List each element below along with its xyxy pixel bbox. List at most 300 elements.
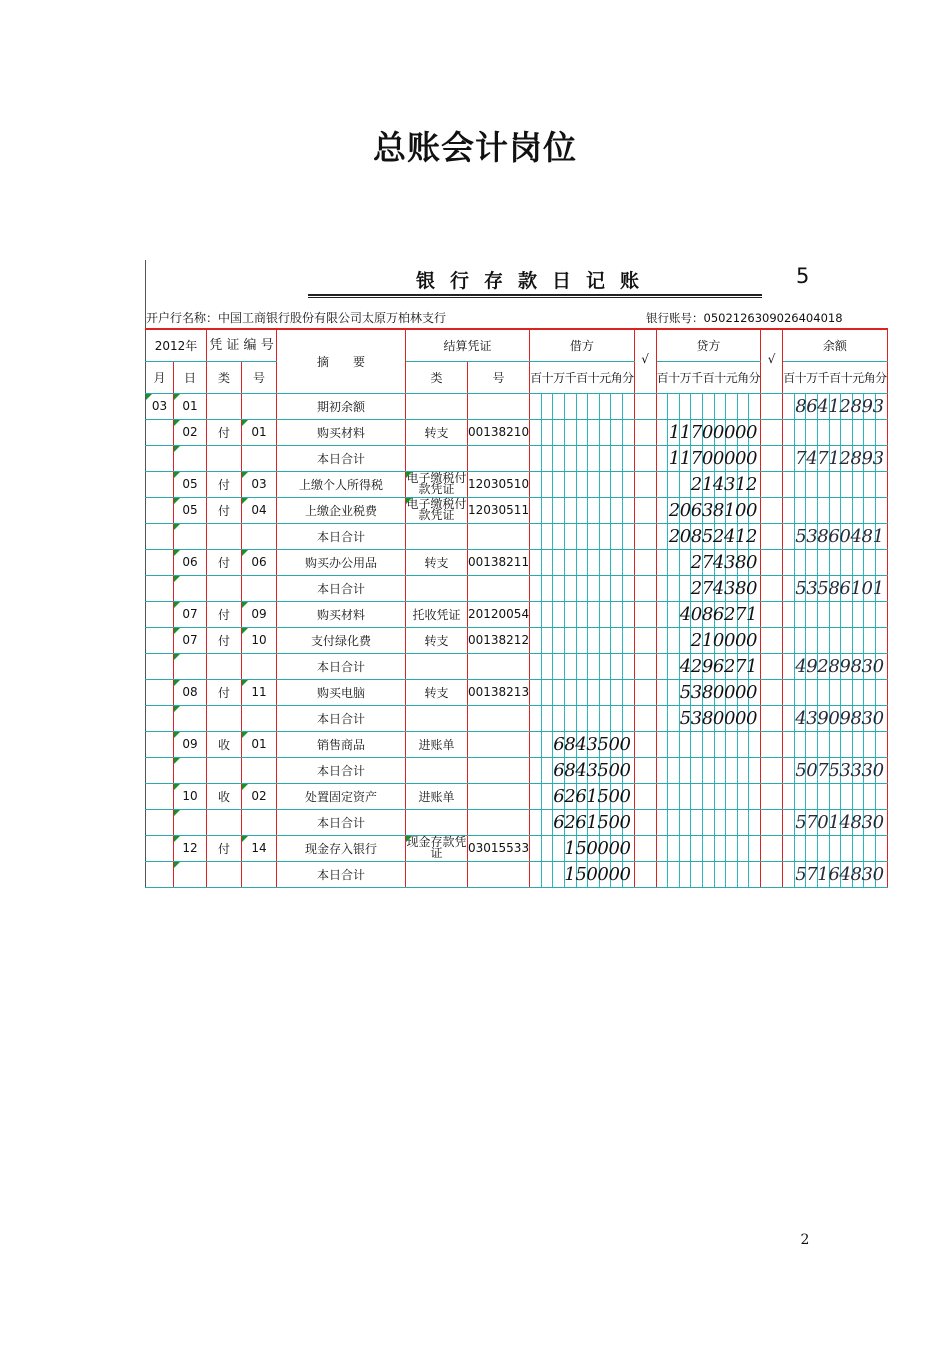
cell-month <box>146 705 174 731</box>
cell-day: 02 <box>174 419 207 445</box>
cell-credit <box>656 497 761 523</box>
cell-balance <box>783 549 888 575</box>
cell-day: 12 <box>174 835 207 861</box>
debit-amount: 6843500 <box>553 759 631 781</box>
cell-debit <box>530 445 635 471</box>
cell-settle-number: 12030511 <box>468 497 530 523</box>
cell-settle-kind: 转支 <box>406 627 468 653</box>
cell-debit-check <box>634 679 656 705</box>
cell-day <box>174 705 207 731</box>
cell-settle-number: 00138212 <box>468 627 530 653</box>
cell-balance <box>783 523 888 549</box>
cell-month <box>146 783 174 809</box>
cell-day <box>174 809 207 835</box>
cell-settle-kind <box>406 757 468 783</box>
cell-voucher-number: 11 <box>242 679 277 705</box>
cell-debit-check <box>634 757 656 783</box>
cell-summary: 本日合计 <box>277 523 406 549</box>
balance-amount: 57164830 <box>795 863 884 885</box>
credit-amount: 274380 <box>690 551 758 573</box>
cell-month <box>146 835 174 861</box>
bank-name: 开户行名称：中国工商银行股份有限公司太原万柏林支行 <box>146 311 447 325</box>
cell-debit <box>530 809 635 835</box>
cell-credit-check <box>761 575 783 601</box>
cell-month <box>146 653 174 679</box>
cell-debit-check <box>634 445 656 471</box>
cell-balance <box>783 575 888 601</box>
cell-settle-kind: 转支 <box>406 419 468 445</box>
debit-amount: 6843500 <box>553 733 631 755</box>
cell-voucher-number: 04 <box>242 497 277 523</box>
cell-balance <box>783 601 888 627</box>
cell-day <box>174 861 207 887</box>
credit-amount: 11700000 <box>668 421 758 443</box>
cell-voucher-number <box>242 809 277 835</box>
cell-summary: 上缴个人所得税 <box>277 471 406 497</box>
cell-voucher-kind <box>207 705 242 731</box>
credit-amount: 210000 <box>690 629 758 651</box>
balance-amount: 50753330 <box>795 759 884 781</box>
cell-credit <box>656 731 761 757</box>
header-year: 2012年 <box>146 329 207 361</box>
cell-day <box>174 757 207 783</box>
cell-credit-check <box>761 549 783 575</box>
cell-month <box>146 601 174 627</box>
cell-month <box>146 471 174 497</box>
cell-debit-check <box>634 419 656 445</box>
header-settle-kind: 类 <box>406 361 468 393</box>
ledger-row <box>146 627 888 653</box>
credit-amount: 214312 <box>690 473 758 495</box>
cell-debit <box>530 653 635 679</box>
cell-month <box>146 523 174 549</box>
cell-day <box>174 653 207 679</box>
cell-settle-number: 00138210 <box>468 419 530 445</box>
cell-month <box>146 679 174 705</box>
cell-debit-check <box>634 861 656 887</box>
cell-settle-number: 12030510 <box>468 471 530 497</box>
ledger-row <box>146 705 888 731</box>
cell-credit-check <box>761 731 783 757</box>
cell-credit <box>656 809 761 835</box>
cell-voucher-kind <box>207 861 242 887</box>
ledger-row <box>146 679 888 705</box>
ledger-row <box>146 445 888 471</box>
credit-amount: 20638100 <box>668 499 758 521</box>
cell-credit <box>656 757 761 783</box>
cell-voucher-number <box>242 705 277 731</box>
cell-balance <box>783 679 888 705</box>
ledger-title: 银行存款日记账 <box>415 270 654 292</box>
cell-debit-check <box>634 549 656 575</box>
credit-amount: 5380000 <box>679 707 758 729</box>
cell-balance <box>783 497 888 523</box>
cell-voucher-kind <box>207 445 242 471</box>
header-settle-number: 号 <box>468 361 530 393</box>
cell-voucher-number <box>242 757 277 783</box>
cell-month <box>146 497 174 523</box>
cell-credit <box>656 549 761 575</box>
cell-debit-check <box>634 809 656 835</box>
cell-voucher-kind <box>207 523 242 549</box>
header-credit-check: √ <box>761 329 783 393</box>
cell-debit-check <box>634 731 656 757</box>
cell-settle-kind <box>406 393 468 419</box>
cell-settle-number <box>468 731 530 757</box>
cell-settle-number <box>468 757 530 783</box>
cell-balance <box>783 809 888 835</box>
ledger-page-number: 5 <box>796 264 810 288</box>
header-settlement-voucher: 结算凭证 <box>406 329 530 361</box>
cell-voucher-kind <box>207 809 242 835</box>
cell-debit <box>530 783 635 809</box>
cell-debit-check <box>634 627 656 653</box>
cell-voucher-number: 01 <box>242 419 277 445</box>
cell-debit-check <box>634 523 656 549</box>
balance-amount: 53586101 <box>795 577 884 599</box>
debit-amount: 150000 <box>564 837 631 859</box>
ledger-row <box>146 575 888 601</box>
cell-credit-check <box>761 653 783 679</box>
page-number: 2 <box>800 1232 810 1248</box>
cell-day: 10 <box>174 783 207 809</box>
cell-settle-number <box>468 653 530 679</box>
cell-voucher-kind: 付 <box>207 835 242 861</box>
cell-credit-check <box>761 445 783 471</box>
cell-voucher-kind <box>207 393 242 419</box>
cell-month <box>146 731 174 757</box>
ledger-row <box>146 497 888 523</box>
cell-debit <box>530 419 635 445</box>
credit-amount: 274380 <box>690 577 758 599</box>
cell-settle-kind: 转支 <box>406 549 468 575</box>
cell-settle-number: 03015533 <box>468 835 530 861</box>
cell-balance <box>783 757 888 783</box>
cell-balance <box>783 731 888 757</box>
cell-balance <box>783 419 888 445</box>
ledger-row <box>146 861 888 887</box>
cell-day: 08 <box>174 679 207 705</box>
ledger-row <box>146 783 888 809</box>
cell-credit-check <box>761 471 783 497</box>
cell-voucher-kind: 付 <box>207 601 242 627</box>
cell-credit-check <box>761 497 783 523</box>
cell-day <box>174 575 207 601</box>
header-voucher: 凭 证 编 号 <box>207 329 277 361</box>
cell-credit <box>656 393 761 419</box>
cell-balance <box>783 471 888 497</box>
cell-balance <box>783 783 888 809</box>
cell-month <box>146 757 174 783</box>
balance-amount: 57014830 <box>795 811 884 833</box>
cell-credit-check <box>761 679 783 705</box>
cell-voucher-number <box>242 445 277 471</box>
cell-settle-number <box>468 809 530 835</box>
credit-amount: 20852412 <box>668 525 758 547</box>
credit-amount: 4086271 <box>679 603 758 625</box>
header-balance: 余额 <box>783 329 888 361</box>
cell-day: 06 <box>174 549 207 575</box>
cell-credit-check <box>761 419 783 445</box>
ledger-row <box>146 549 888 575</box>
cell-voucher-kind <box>207 757 242 783</box>
balance-amount: 43909830 <box>795 707 884 729</box>
cell-voucher-number <box>242 523 277 549</box>
cell-debit <box>530 731 635 757</box>
cell-voucher-number <box>242 861 277 887</box>
cell-settle-kind <box>406 523 468 549</box>
cell-summary: 现金存入银行 <box>277 835 406 861</box>
cell-day: 07 <box>174 627 207 653</box>
cell-credit-check <box>761 861 783 887</box>
balance-amount: 49289830 <box>795 655 884 677</box>
cell-credit <box>656 783 761 809</box>
cell-day: 09 <box>174 731 207 757</box>
cell-debit-check <box>634 601 656 627</box>
cell-voucher-number: 03 <box>242 471 277 497</box>
cell-debit <box>530 523 635 549</box>
cell-summary: 购买材料 <box>277 601 406 627</box>
header-debit-digits: 百十万千百十元角分 <box>530 361 635 393</box>
cell-settle-number: 00138211 <box>468 549 530 575</box>
cell-summary: 本日合计 <box>277 757 406 783</box>
cell-day: 05 <box>174 497 207 523</box>
cell-settle-kind <box>406 445 468 471</box>
cell-settle-number <box>468 575 530 601</box>
cell-debit <box>530 601 635 627</box>
cell-settle-number <box>468 705 530 731</box>
cell-summary: 销售商品 <box>277 731 406 757</box>
cell-debit-check <box>634 575 656 601</box>
ledger-row <box>146 471 888 497</box>
cell-settle-kind <box>406 861 468 887</box>
cell-balance <box>783 653 888 679</box>
cell-debit <box>530 627 635 653</box>
cell-summary: 购买办公用品 <box>277 549 406 575</box>
cell-settle-kind: 电子缴税付款凭证 <box>406 497 467 522</box>
header-balance-digits: 百十万千百十元角分 <box>783 361 888 393</box>
cell-voucher-kind: 收 <box>207 783 242 809</box>
cell-voucher-number: 09 <box>242 601 277 627</box>
cell-credit-check <box>761 835 783 861</box>
cell-summary: 支付绿化费 <box>277 627 406 653</box>
cell-settle-kind <box>406 705 468 731</box>
ledger-row <box>146 809 888 835</box>
cell-debit-check <box>634 497 656 523</box>
page-title: 总账会计岗位 <box>373 128 577 167</box>
balance-amount: 74712893 <box>795 447 884 469</box>
ledger-row <box>146 757 888 783</box>
cell-credit <box>656 445 761 471</box>
debit-amount: 6261500 <box>553 811 631 833</box>
cell-credit-check <box>761 783 783 809</box>
cell-summary: 期初余额 <box>277 393 406 419</box>
cell-summary: 处置固定资产 <box>277 783 406 809</box>
cell-voucher-kind <box>207 575 242 601</box>
header-day: 日 <box>174 361 207 393</box>
cell-debit <box>530 835 635 861</box>
cell-month <box>146 419 174 445</box>
cell-settle-number <box>468 861 530 887</box>
cell-credit <box>656 835 761 861</box>
cell-day: 07 <box>174 601 207 627</box>
ledger-table <box>145 328 888 888</box>
cell-credit-check <box>761 393 783 419</box>
cell-summary: 本日合计 <box>277 653 406 679</box>
cell-month <box>146 549 174 575</box>
cell-debit-check <box>634 835 656 861</box>
cell-voucher-kind: 付 <box>207 627 242 653</box>
cell-voucher-kind: 收 <box>207 731 242 757</box>
cell-settle-kind: 进账单 <box>406 731 468 757</box>
ledger-row <box>146 419 888 445</box>
ledger-row <box>146 393 888 419</box>
cell-balance <box>783 835 888 861</box>
cell-summary: 本日合计 <box>277 861 406 887</box>
header-voucher-kind: 类 <box>207 361 242 393</box>
cell-credit-check <box>761 627 783 653</box>
cell-balance <box>783 705 888 731</box>
cell-summary: 本日合计 <box>277 445 406 471</box>
cell-debit <box>530 549 635 575</box>
ledger-title-underline <box>308 294 762 296</box>
cell-summary: 购买电脑 <box>277 679 406 705</box>
cell-debit <box>530 705 635 731</box>
cell-credit-check <box>761 601 783 627</box>
ledger-row <box>146 835 888 861</box>
cell-settle-number <box>468 783 530 809</box>
cell-month <box>146 809 174 835</box>
cell-settle-number <box>468 393 530 419</box>
cell-settle-kind: 进账单 <box>406 783 468 809</box>
credit-amount: 5380000 <box>679 681 758 703</box>
cell-debit-check <box>634 705 656 731</box>
balance-amount: 86412893 <box>795 395 884 417</box>
cell-summary: 本日合计 <box>277 705 406 731</box>
cell-balance <box>783 861 888 887</box>
cell-credit <box>656 419 761 445</box>
cell-voucher-kind: 付 <box>207 549 242 575</box>
cell-voucher-number: 01 <box>242 731 277 757</box>
cell-settle-number <box>468 523 530 549</box>
cell-balance <box>783 445 888 471</box>
cell-settle-kind: 电子缴税付款凭证 <box>406 471 467 496</box>
header-credit: 贷方 <box>656 329 761 361</box>
cell-credit-check <box>761 523 783 549</box>
cell-credit-check <box>761 809 783 835</box>
cell-settle-number <box>468 445 530 471</box>
cell-summary: 本日合计 <box>277 575 406 601</box>
header-month: 月 <box>146 361 174 393</box>
cell-debit <box>530 393 635 419</box>
ledger-row <box>146 601 888 627</box>
ledger-row <box>146 523 888 549</box>
cell-debit-check <box>634 393 656 419</box>
cell-debit-check <box>634 783 656 809</box>
cell-day: 01 <box>174 393 207 419</box>
ledger-row <box>146 731 888 757</box>
header-debit-check: √ <box>634 329 656 393</box>
cell-voucher-number <box>242 393 277 419</box>
ledger-title-underline-thin <box>308 297 762 298</box>
cell-day <box>174 523 207 549</box>
cell-credit <box>656 575 761 601</box>
cell-debit <box>530 471 635 497</box>
cell-credit-check <box>761 757 783 783</box>
cell-settle-kind <box>406 653 468 679</box>
cell-month: 03 <box>146 393 174 419</box>
cell-debit-check <box>634 653 656 679</box>
cell-debit <box>530 575 635 601</box>
cell-credit <box>656 861 761 887</box>
cell-voucher-number <box>242 575 277 601</box>
cell-debit <box>530 497 635 523</box>
balance-amount: 53860481 <box>795 525 884 547</box>
cell-credit <box>656 523 761 549</box>
cell-credit <box>656 679 761 705</box>
cell-month <box>146 575 174 601</box>
cell-voucher-number: 10 <box>242 627 277 653</box>
cell-debit <box>530 679 635 705</box>
cell-summary: 本日合计 <box>277 809 406 835</box>
cell-credit <box>656 705 761 731</box>
cell-voucher-number: 06 <box>242 549 277 575</box>
cell-month <box>146 627 174 653</box>
cell-voucher-number: 02 <box>242 783 277 809</box>
credit-amount: 4296271 <box>679 655 758 677</box>
cell-settle-kind: 现金存款凭证 <box>406 835 467 860</box>
cell-credit <box>656 627 761 653</box>
cell-settle-kind <box>406 575 468 601</box>
cell-settle-number: 20120054 <box>468 601 530 627</box>
cell-day: 05 <box>174 471 207 497</box>
cell-settle-kind: 转支 <box>406 679 468 705</box>
cell-balance <box>783 393 888 419</box>
cell-voucher-kind: 付 <box>207 679 242 705</box>
cell-summary: 上缴企业税费 <box>277 497 406 523</box>
header-voucher-number: 号 <box>242 361 277 393</box>
header-summary: 摘 要 <box>277 329 406 393</box>
cell-month <box>146 445 174 471</box>
cell-settle-kind <box>406 809 468 835</box>
header-debit: 借方 <box>530 329 635 361</box>
cell-voucher-number: 14 <box>242 835 277 861</box>
ledger-body <box>146 393 888 887</box>
cell-settle-number: 00138213 <box>468 679 530 705</box>
bank-account: 银行账号：0502126309026404018 <box>646 311 843 325</box>
ledger-row <box>146 653 888 679</box>
cell-debit-check <box>634 471 656 497</box>
debit-amount: 150000 <box>564 863 631 885</box>
cell-voucher-number <box>242 653 277 679</box>
cell-debit <box>530 757 635 783</box>
cell-voucher-kind: 付 <box>207 419 242 445</box>
header-credit-digits: 百十万千百十元角分 <box>656 361 761 393</box>
cell-credit-check <box>761 705 783 731</box>
cell-credit <box>656 471 761 497</box>
cell-balance <box>783 627 888 653</box>
credit-amount: 11700000 <box>668 447 758 469</box>
cell-summary: 购买材料 <box>277 419 406 445</box>
debit-amount: 6261500 <box>553 785 631 807</box>
cell-voucher-kind: 付 <box>207 497 242 523</box>
cell-day <box>174 445 207 471</box>
cell-debit <box>530 861 635 887</box>
cell-credit <box>656 653 761 679</box>
cell-credit <box>656 601 761 627</box>
cell-voucher-kind <box>207 653 242 679</box>
cell-settle-kind: 托收凭证 <box>406 601 468 627</box>
